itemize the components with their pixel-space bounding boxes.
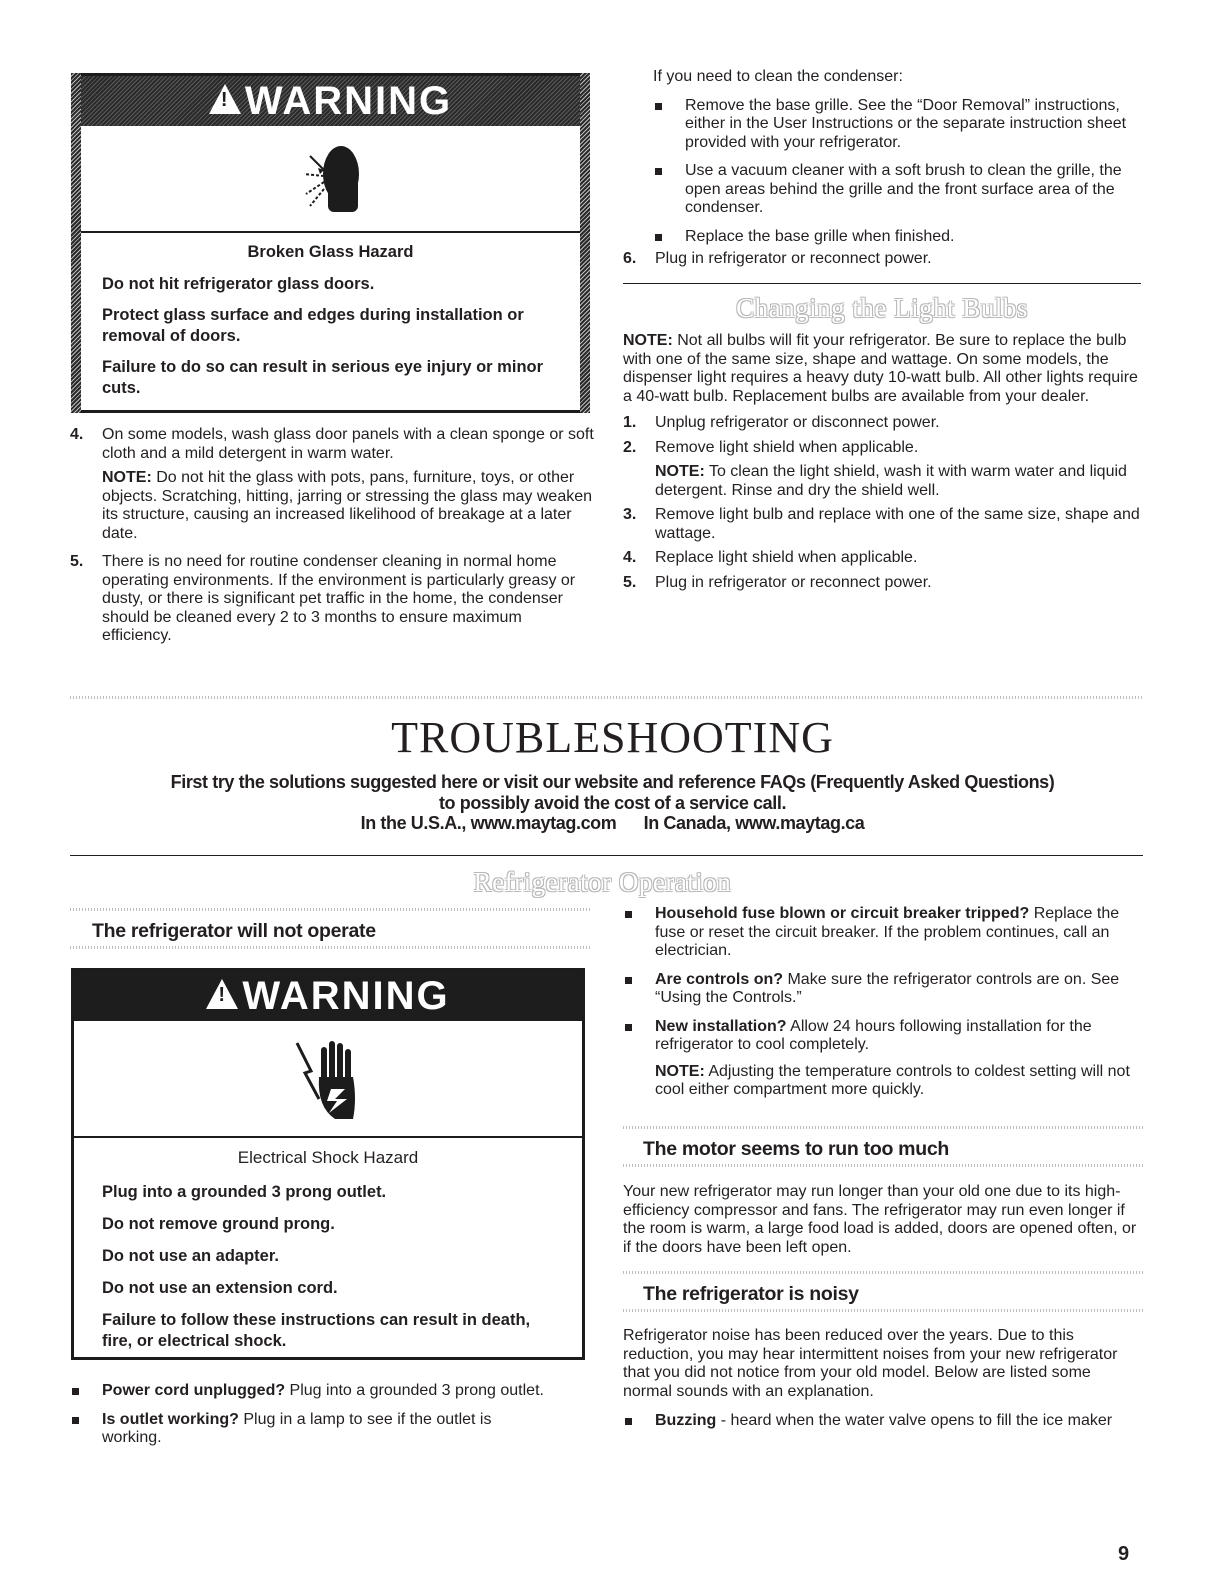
bulbs-note: NOTE: Not all bulbs will fit your refrigerator. Be sure to replace the bulb with one of the same size, shape and wattage. On some models, the dispenser light requires a heavy duty 10-watt bulb. All other lights require a 40-watt bulb. Replacement bulbs are available from your dealer. xyxy=(623,332,1138,405)
warning-line: Do not use an extension cord. xyxy=(102,1279,338,1297)
warning-box-electric xyxy=(71,968,585,1360)
dotted-rule xyxy=(70,696,1143,699)
hazard-title: Electrical Shock Hazard xyxy=(237,1148,419,1167)
warning-heading: WARNING xyxy=(244,78,453,123)
step-text: Plug in refrigerator or reconnect power. xyxy=(655,250,932,267)
step-number: 4. xyxy=(70,426,84,443)
condenser-section xyxy=(623,68,1143,279)
noisy-text: Refrigerator noise has been reduced over the years. Due to this reduction, you may hear intermittent noises from your new refrigerator that you did not notice from your old model. Below are listed some normal sounds with an explanation. xyxy=(623,1327,1118,1400)
dotted-rule xyxy=(623,1126,1143,1129)
list-item: Is outlet working? Plug in a lamp to see if the outlet is working. xyxy=(70,1411,550,1448)
warning-triangle-icon xyxy=(209,84,241,114)
warning-line: Do not remove ground prong. xyxy=(102,1215,335,1233)
warning-box-border xyxy=(580,73,590,413)
warning-header xyxy=(74,76,587,126)
step-text: On some models, wash glass door panels with a clean sponge or soft cloth and a mild detergent in warm water. xyxy=(102,426,594,462)
warning-box-border xyxy=(71,73,81,413)
subsection-heading: The motor seems to run too much xyxy=(643,1138,949,1160)
condenser-intro: If you need to clean the condenser: xyxy=(653,68,903,85)
right-bullets xyxy=(623,905,1141,1106)
dotted-rule xyxy=(623,1309,1143,1312)
dotted-rule xyxy=(623,1164,1143,1167)
intro-line: to possibly avoid the cost of a service call. xyxy=(438,792,787,813)
bulbs-heading: Changing the Light Bulbs xyxy=(736,293,1028,323)
usa-link[interactable]: In the U.S.A., www.maytag.com xyxy=(360,813,617,833)
subsection-heading: The refrigerator is noisy xyxy=(643,1283,859,1305)
list-item: Are controls on? Make sure the refrigerator controls are on. See “Using the Controls.” xyxy=(623,971,1141,1008)
warning-triangle-icon xyxy=(206,979,238,1009)
warning-line: Failure to follow these instructions can result in death, fire, or electrical shock. xyxy=(102,1311,531,1350)
warning-line: Do not use an adapter. xyxy=(102,1247,279,1265)
warning-line: Protect glass surface and edges during installation or removal of doors. xyxy=(102,306,524,345)
list-item: Replace the base grille when finished. xyxy=(653,228,1143,247)
hazard-title: Broken Glass Hazard xyxy=(247,243,414,261)
subsection-heading: The refrigerator will not operate xyxy=(92,920,376,942)
section-divider xyxy=(70,855,1143,856)
list-item: New installation? Allow 24 hours following installation for the refrigerator to cool completely. NOTE: Adjusting the temperature controls to coldest setting will not cool either compartment more quickly. xyxy=(623,1018,1141,1100)
list-item: 4. Replace light shield when applicable. xyxy=(623,549,918,566)
list-item xyxy=(623,250,1143,269)
list-item: 2. Remove light shield when applicable. NOTE: To clean the light shield, wash it with warm water and liquid detergent. Rinse and dry the shield well. xyxy=(623,438,1127,499)
left-steps xyxy=(70,426,595,656)
page-number: 9 xyxy=(1118,1543,1130,1565)
electric-shock-icon xyxy=(283,1029,373,1129)
list-item: Power cord unplugged? Plug into a grounded 3 prong outlet. xyxy=(70,1382,550,1401)
bulbs-section xyxy=(623,332,1143,598)
list-item: Buzzing - heard when the water valve opens to fill the ice maker xyxy=(623,1412,1141,1431)
list-item: Use a vacuum cleaner with a soft brush to clean the grille, the open areas behind the grille and the front surface area of the condenser. xyxy=(653,162,1143,218)
warning-box-glass xyxy=(71,73,590,413)
eye-injury-icon xyxy=(286,134,376,224)
step-number: 6. xyxy=(623,250,637,267)
operation-heading: Refrigerator Operation xyxy=(473,867,732,897)
intro-line: First try the solutions suggested here or visit our website and reference FAQs (Frequently Asked Questions) xyxy=(170,772,1055,792)
dotted-rule xyxy=(623,1271,1143,1274)
list-item: Household fuse blown or circuit breaker tripped? Replace the fuse or reset the circuit breaker. If the problem continues, call an electrician. xyxy=(623,905,1141,961)
step-text: There is no need for routine condenser cleaning in normal home operating environments. If the environment is particularly greasy or dusty, or there is significant pet traffic in the home, the condenser should be cleaned every 2 to 3 months to ensure maximum efficiency. xyxy=(102,553,576,644)
step-number: 5. xyxy=(70,553,84,570)
warning-line: Plug into a grounded 3 prong outlet. xyxy=(102,1183,387,1201)
step-note: NOTE: Do not hit the glass with pots, pans, furniture, toys, or other objects. Scratching, hitting, jarring or stressing the glass may weaken its structure, causing an increased likelihood of breakage at a later date. xyxy=(102,469,593,542)
list-item xyxy=(70,426,595,543)
list-item: 3. Remove light bulb and replace with one of the same size, shape and wattage. xyxy=(623,506,1140,542)
warning-line: Failure to do so can result in serious eye injury or minor cuts. xyxy=(102,358,544,397)
section-divider xyxy=(623,283,1141,284)
warning-heading: WARNING xyxy=(242,973,450,1018)
canada-link[interactable]: In Canada, www.maytag.ca xyxy=(643,813,865,833)
warning-text xyxy=(74,1138,582,1376)
list-item xyxy=(70,553,595,646)
left-bullets xyxy=(70,1382,550,1458)
list-item: Remove the base grille. See the “Door Removal” instructions, either in the User Instructions or the separate instruction sheet provided with your refrigerator. xyxy=(653,97,1143,153)
list-item: 5. Plug in refrigerator or reconnect power. xyxy=(623,573,932,591)
icon-area xyxy=(74,126,587,233)
motor-text: Your new refrigerator may run longer than your old one due to its high-efficiency compressor and fans. The refrigerator may run even longer if the room is warm, a large food load is added, doors are opened often, or if the doors have been left open. xyxy=(623,1183,1137,1256)
troubleshooting-intro xyxy=(0,772,1225,834)
warning-header xyxy=(74,971,582,1021)
intro-links xyxy=(0,813,1225,834)
warning-line: Do not hit refrigerator glass doors. xyxy=(102,275,375,293)
icon-area xyxy=(74,1021,582,1138)
troubleshooting-title: TROUBLESHOOTING xyxy=(391,713,834,762)
warning-text xyxy=(74,233,587,423)
list-item: 1. Unplug refrigerator or disconnect power. xyxy=(623,414,940,431)
dotted-rule xyxy=(70,946,590,949)
dotted-rule xyxy=(70,908,590,911)
